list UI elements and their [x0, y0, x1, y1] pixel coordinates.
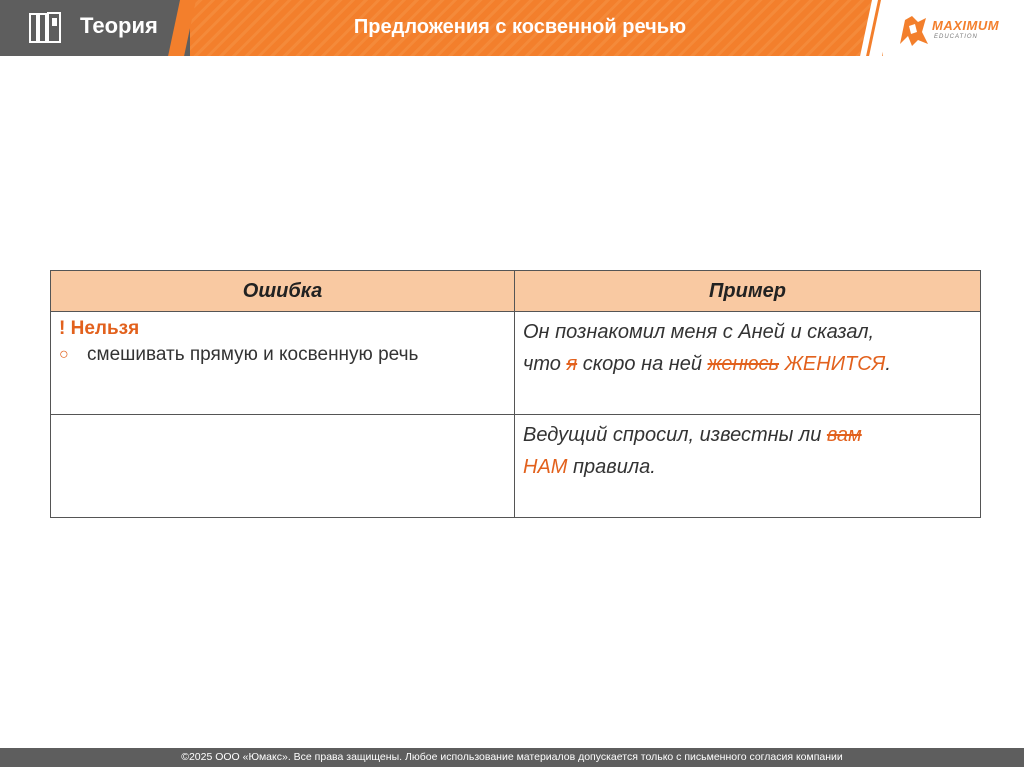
- example-cell: [515, 415, 981, 518]
- error-bullet-text: смешивать прямую и косвенную речь: [87, 344, 419, 365]
- example-text: что: [523, 353, 567, 375]
- example-text: .: [885, 353, 891, 375]
- example-line: [523, 419, 972, 451]
- struck-word: женюсь: [707, 353, 780, 375]
- logo-mark-icon: [896, 12, 930, 48]
- example-text: правила.: [567, 456, 656, 478]
- copyright-text: ©2025 ООО «Юмакс». Все права защищены. Любое использование материалов допускается только с письменного согласия компании: [181, 751, 843, 763]
- example-text: скоро на ней: [577, 353, 708, 375]
- page-title: Предложения с косвенной речью: [353, 16, 687, 38]
- column-header-example: Пример: [515, 271, 981, 312]
- corrected-word: ЖЕНИТСЯ: [779, 353, 886, 375]
- error-cell: [51, 312, 515, 415]
- struck-word: я: [566, 353, 578, 375]
- books-icon: [28, 10, 64, 46]
- circle-bullet-icon: ○: [59, 346, 69, 363]
- example-line: [523, 451, 972, 483]
- struck-word: вам: [826, 424, 862, 446]
- maximum-logo: [896, 12, 1020, 48]
- footer-band: [0, 748, 1024, 767]
- error-title: ! Нельзя: [59, 318, 140, 339]
- header-band: [0, 0, 1024, 56]
- column-header-error: Ошибка: [51, 271, 515, 312]
- table-row: [51, 415, 981, 518]
- example-text: Ведущий спросил, известны ли: [523, 424, 827, 446]
- section-label: Теория: [80, 13, 158, 38]
- corrected-word: НАМ: [523, 456, 568, 478]
- example-line: [523, 348, 972, 380]
- error-bullet-item: [59, 344, 506, 366]
- example-cell: [515, 312, 981, 415]
- errors-table: [50, 270, 981, 518]
- logo-subtext: EDUCATION: [934, 34, 978, 40]
- table-row: [51, 312, 981, 415]
- example-line: Он познакомил меня с Аней и сказал,: [523, 321, 875, 343]
- error-cell: [51, 415, 515, 518]
- logo-text: MAXIMUM: [932, 18, 1000, 33]
- table-header-row: [51, 271, 981, 312]
